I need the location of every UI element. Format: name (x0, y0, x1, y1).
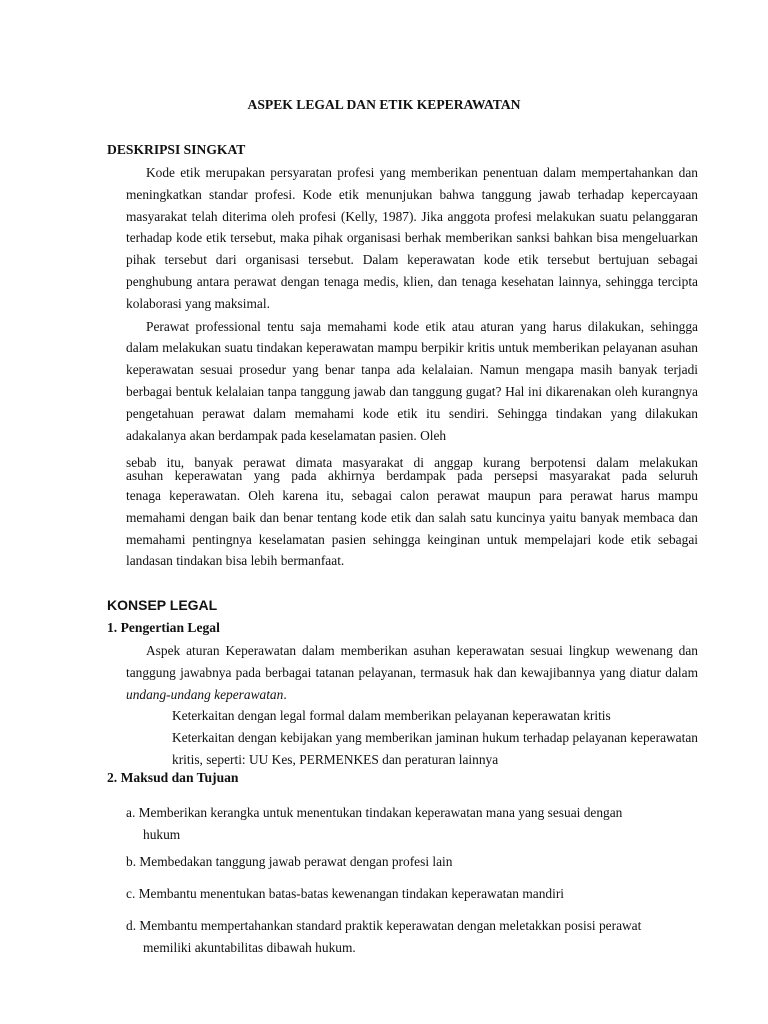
list-item-c (126, 883, 698, 905)
pengertian-legal-paragraph (126, 640, 698, 705)
list-item-a (126, 802, 698, 846)
list-item-text: a. Memberikan kerangka untuk menentukan tindakan keperawatan mana yang sesuai dengan (126, 805, 623, 820)
deskripsi-paragraph-2-end (126, 485, 698, 572)
list-item-b (126, 851, 698, 873)
list-item-text: b. Membedakan tanggung jawab perawat dengan profesi lain (126, 854, 453, 869)
deskripsi-paragraph-1: Kode etik merupakan persyaratan profesi yang memberikan penentuan dalam mempertahankan dan meningkatkan standar profesi. Kode etik menunjukan bahwa tanggung jawab terhadap kepercayaan masyarakat telah diterima oleh profesi (Kelly, 1987). Jika anggota profesi melakukan suatu pelanggaran terhadap kode etik tersebut, maka pihak organisasi berhak memberikan sanksi bahkan bisa mengeluarkan pihak tersebut dari organisasi tersebut. Dalam keperawatan kode etik tersebut bertujuan sebagai penghubung antara perawat dengan tenaga medis, klien, dan tenaga kesehatan lainnya, sehingga tercipta kolaborasi yang maksimal. (126, 165, 698, 311)
pengertian-text: Aspek aturan Keperawatan dalam memberikan asuhan keperawatan sesuai lingkup wewenang dan tanggung jawabnya pada berbagai tatanan pelayanan, termasuk hak dan kewajibannya yang diatur dalam (126, 643, 698, 680)
list-item-continuation: hukum (143, 827, 181, 842)
list-item-text: d. Membantu mempertahankan standard praktik keperawatan dengan meletakkan posisi perawat (126, 918, 642, 933)
list-item-continuation: memiliki akuntabilitas dibawah hukum. (143, 940, 356, 955)
document-title: ASPEK LEGAL DAN ETIK KEPERAWATAN (247, 97, 521, 112)
subheading-pengertian-legal: 1. Pengertian Legal (107, 620, 220, 635)
subheading-maksud-tujuan: 2. Maksud dan Tujuan (107, 770, 239, 785)
pengertian-italic-text: undang-undang keperawatan (126, 686, 284, 702)
section-heading-konsep-legal: KONSEP LEGAL (107, 597, 218, 613)
list-item-text: c. Membantu menentukan batas-batas kewenangan tindakan keperawatan mandiri (126, 886, 565, 901)
list-item-d (126, 915, 698, 959)
deskripsi-paragraph-2-continued: tenaga keperawatan. Oleh karena itu, sebagai calon perawat maupun para perawat harus mampu memahami dengan baik dan benar tentang kode etik dan salah satu kuncinya yaitu banyak membaca dan memahami pentingnya keselamatan pasien sehingga keinginan untuk mempelajari kode etik sebagai landasan tindakan bisa lebih bermanfaat. (126, 488, 698, 569)
deskripsi-paragraphs (126, 162, 698, 446)
section-heading-deskripsi: DESKRIPSI SINGKAT (107, 142, 246, 157)
bullet-item-1: Keterkaitan dengan legal formal dalam memberikan pelayanan keperawatan kritis (172, 708, 611, 723)
bullet-item-2: Keterkaitan dengan kebijakan yang memberikan jaminan hukum terhadap pelayanan keperawatan kritis, seperti: UU Kes, PERMENKES dan peraturan lainnya (172, 730, 698, 767)
pengertian-text-end: . (283, 686, 287, 702)
overlap-line-1: sebab itu, banyak perawat dimata masyarakat di anggap kurang berpotensi dalam melakukan (126, 455, 698, 470)
overlap-line-2: asuhan keperawatan yang pada akhirnya berdampak pada persepsi masyarakat pada seluruh (126, 468, 698, 483)
deskripsi-paragraph-2: Perawat professional tentu saja memahami kode etik atau aturan yang harus dilakukan, sehingga dalam melakukan suatu tindakan keperawatan mampu berpikir kritis untuk memberikan pelayanan asuhan keperawatan sesuai prosedur yang benar tanpa ada kelalaian. Namun mengapa masih banyak terjadi berbagai bentuk kelalaian tanpa tanggung jawab dan tanggung gugat? Hal ini dikarenakan oleh kurangnya pengetahuan perawat dalam memahami kode etik itu sendiri. Sehingga tindakan yang dilakukan adakalanya akan berdampak pada keselamatan pasien. Oleh (126, 318, 698, 443)
